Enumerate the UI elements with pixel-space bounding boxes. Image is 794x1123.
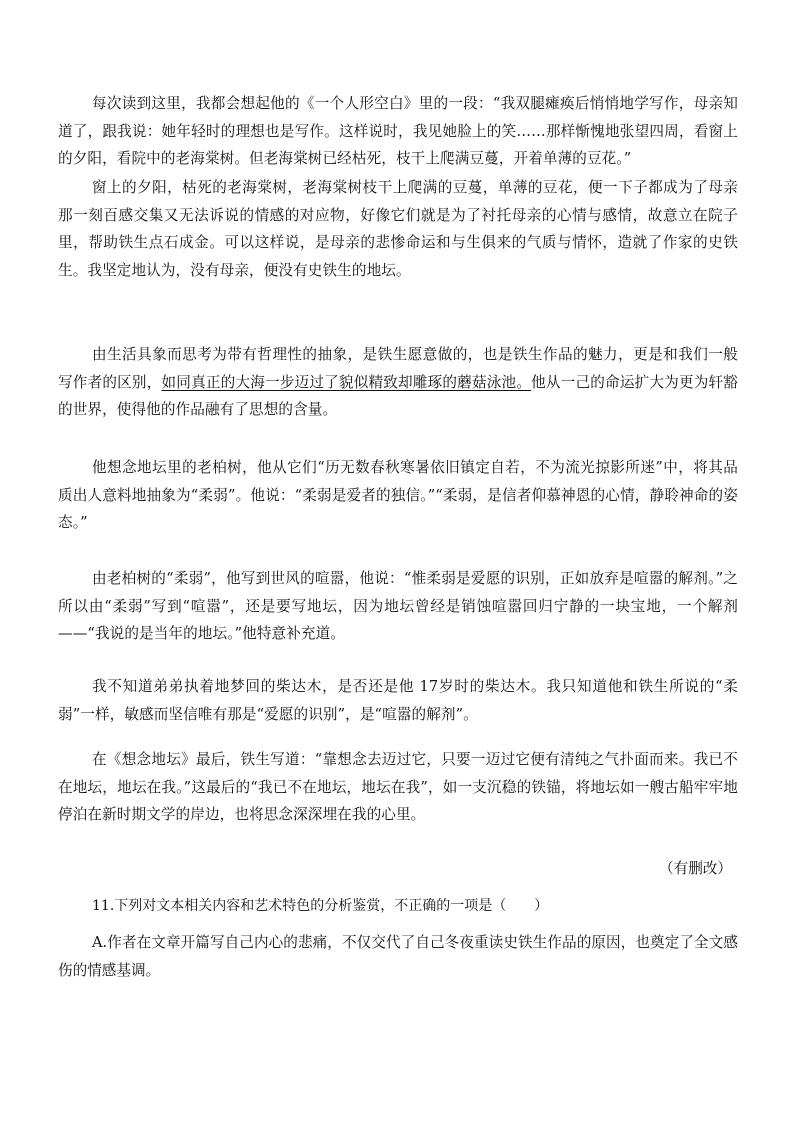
question-stem: 11.下列对文本相关内容和艺术特色的分析鉴赏，不正确的一项是（ ）	[92, 898, 549, 914]
paragraph-4: 他想念地坛里的老柏树，他从它们“历无数春秋寒暑依旧镇定自若，不为流光掠影所迷”中，将其品质出人意料地抽象为“柔弱”。他说：“柔弱是爱者的独信。”“柔弱，是信者仰慕神恩的心情，静聆神命的姿态。”	[58, 459, 738, 531]
underlined-sentence: 如同真正的大海一步迈过了貌似精致却雕琢的蘑菇泳池。	[161, 373, 532, 391]
source-note: （有删改）	[659, 860, 732, 877]
paragraph-5: 由老柏树的“柔弱”，他写到世风的喧嚣，他说：“惟柔弱是爱愿的识别，正如放弃是喧嚣的解剂。”之所以由“柔弱”写到“喧嚣”，还是要写地坛，因为地坛曾经是销蚀喧嚣回归宁静的一块宝地，一个解剂——“我说的是当年的地坛。”他特意补充道。	[58, 570, 738, 642]
paragraph-3-lead: 由生活具象而思考为带有哲理性的抽象，是铁生愿意做的，也是铁生作品的魅力，更是和我们一般写作者的区别，	[58, 346, 738, 391]
paragraph-7: 在《想念地坛》最后，铁生写道：“靠想念去迈过它，只要一迈过它便有清纯之气扑面而来。我已不在地坛，地坛在我。”这最后的“我已不在地坛，地坛在我”，如一支沉稳的铁锚，将地坛如一艘古船牢牢地停泊在新时期文学的岸边，也将思念深深埋在我的心里。	[58, 751, 738, 823]
paragraph-3-tail: 他从一己的命运扩大为更为轩豁的世界，使得他的作品融有了思想的含量。	[58, 373, 738, 418]
paragraph-2: 窗上的夕阳，枯死的老海棠树，老海棠树枝干上爬满的豆蔓，单薄的豆花，便一下子都成为了母亲那一刻百感交集又无法诉说的情感的对应物，好像它们就是为了衬托母亲的心情与感情，故意立在院子里，帮助铁生点石成金。可以这样说，是母亲的悲惨命运和与生俱来的气质与情怀，造就了作家的史铁生。我坚定地认为，没有母亲，便没有史铁生的地坛。	[58, 179, 738, 279]
paragraph-6: 我不知道弟弟执着地梦回的柴达木，是否还是他 17岁时的柴达木。我只知道他和铁生所说的“柔弱”一样，敏感而坚信唯有那是“爱愿的识别”，是“喧嚣的解剂”。	[58, 678, 738, 723]
paragraph-1: 每次读到这里，我都会想起他的《一个人形空白》里的一段：“我双腿瘫痪后悄悄地学写作，母亲知道了，跟我说：她年轻时的理想也是写作。这样说时，我见她脸上的笑……那样惭愧地张望四周，看窗上的夕阳，看院中的老海棠树。但老海棠树已经枯死，枝干上爬满豆蔓，开着单薄的豆花。”	[58, 95, 738, 167]
paragraph-3	[58, 341, 738, 424]
option-a: A.作者在文章开篇写自己内心的悲痛，不仅交代了自己冬夜重读史铁生作品的原因，也奠定了全文感伤的情感基调。	[58, 934, 738, 979]
